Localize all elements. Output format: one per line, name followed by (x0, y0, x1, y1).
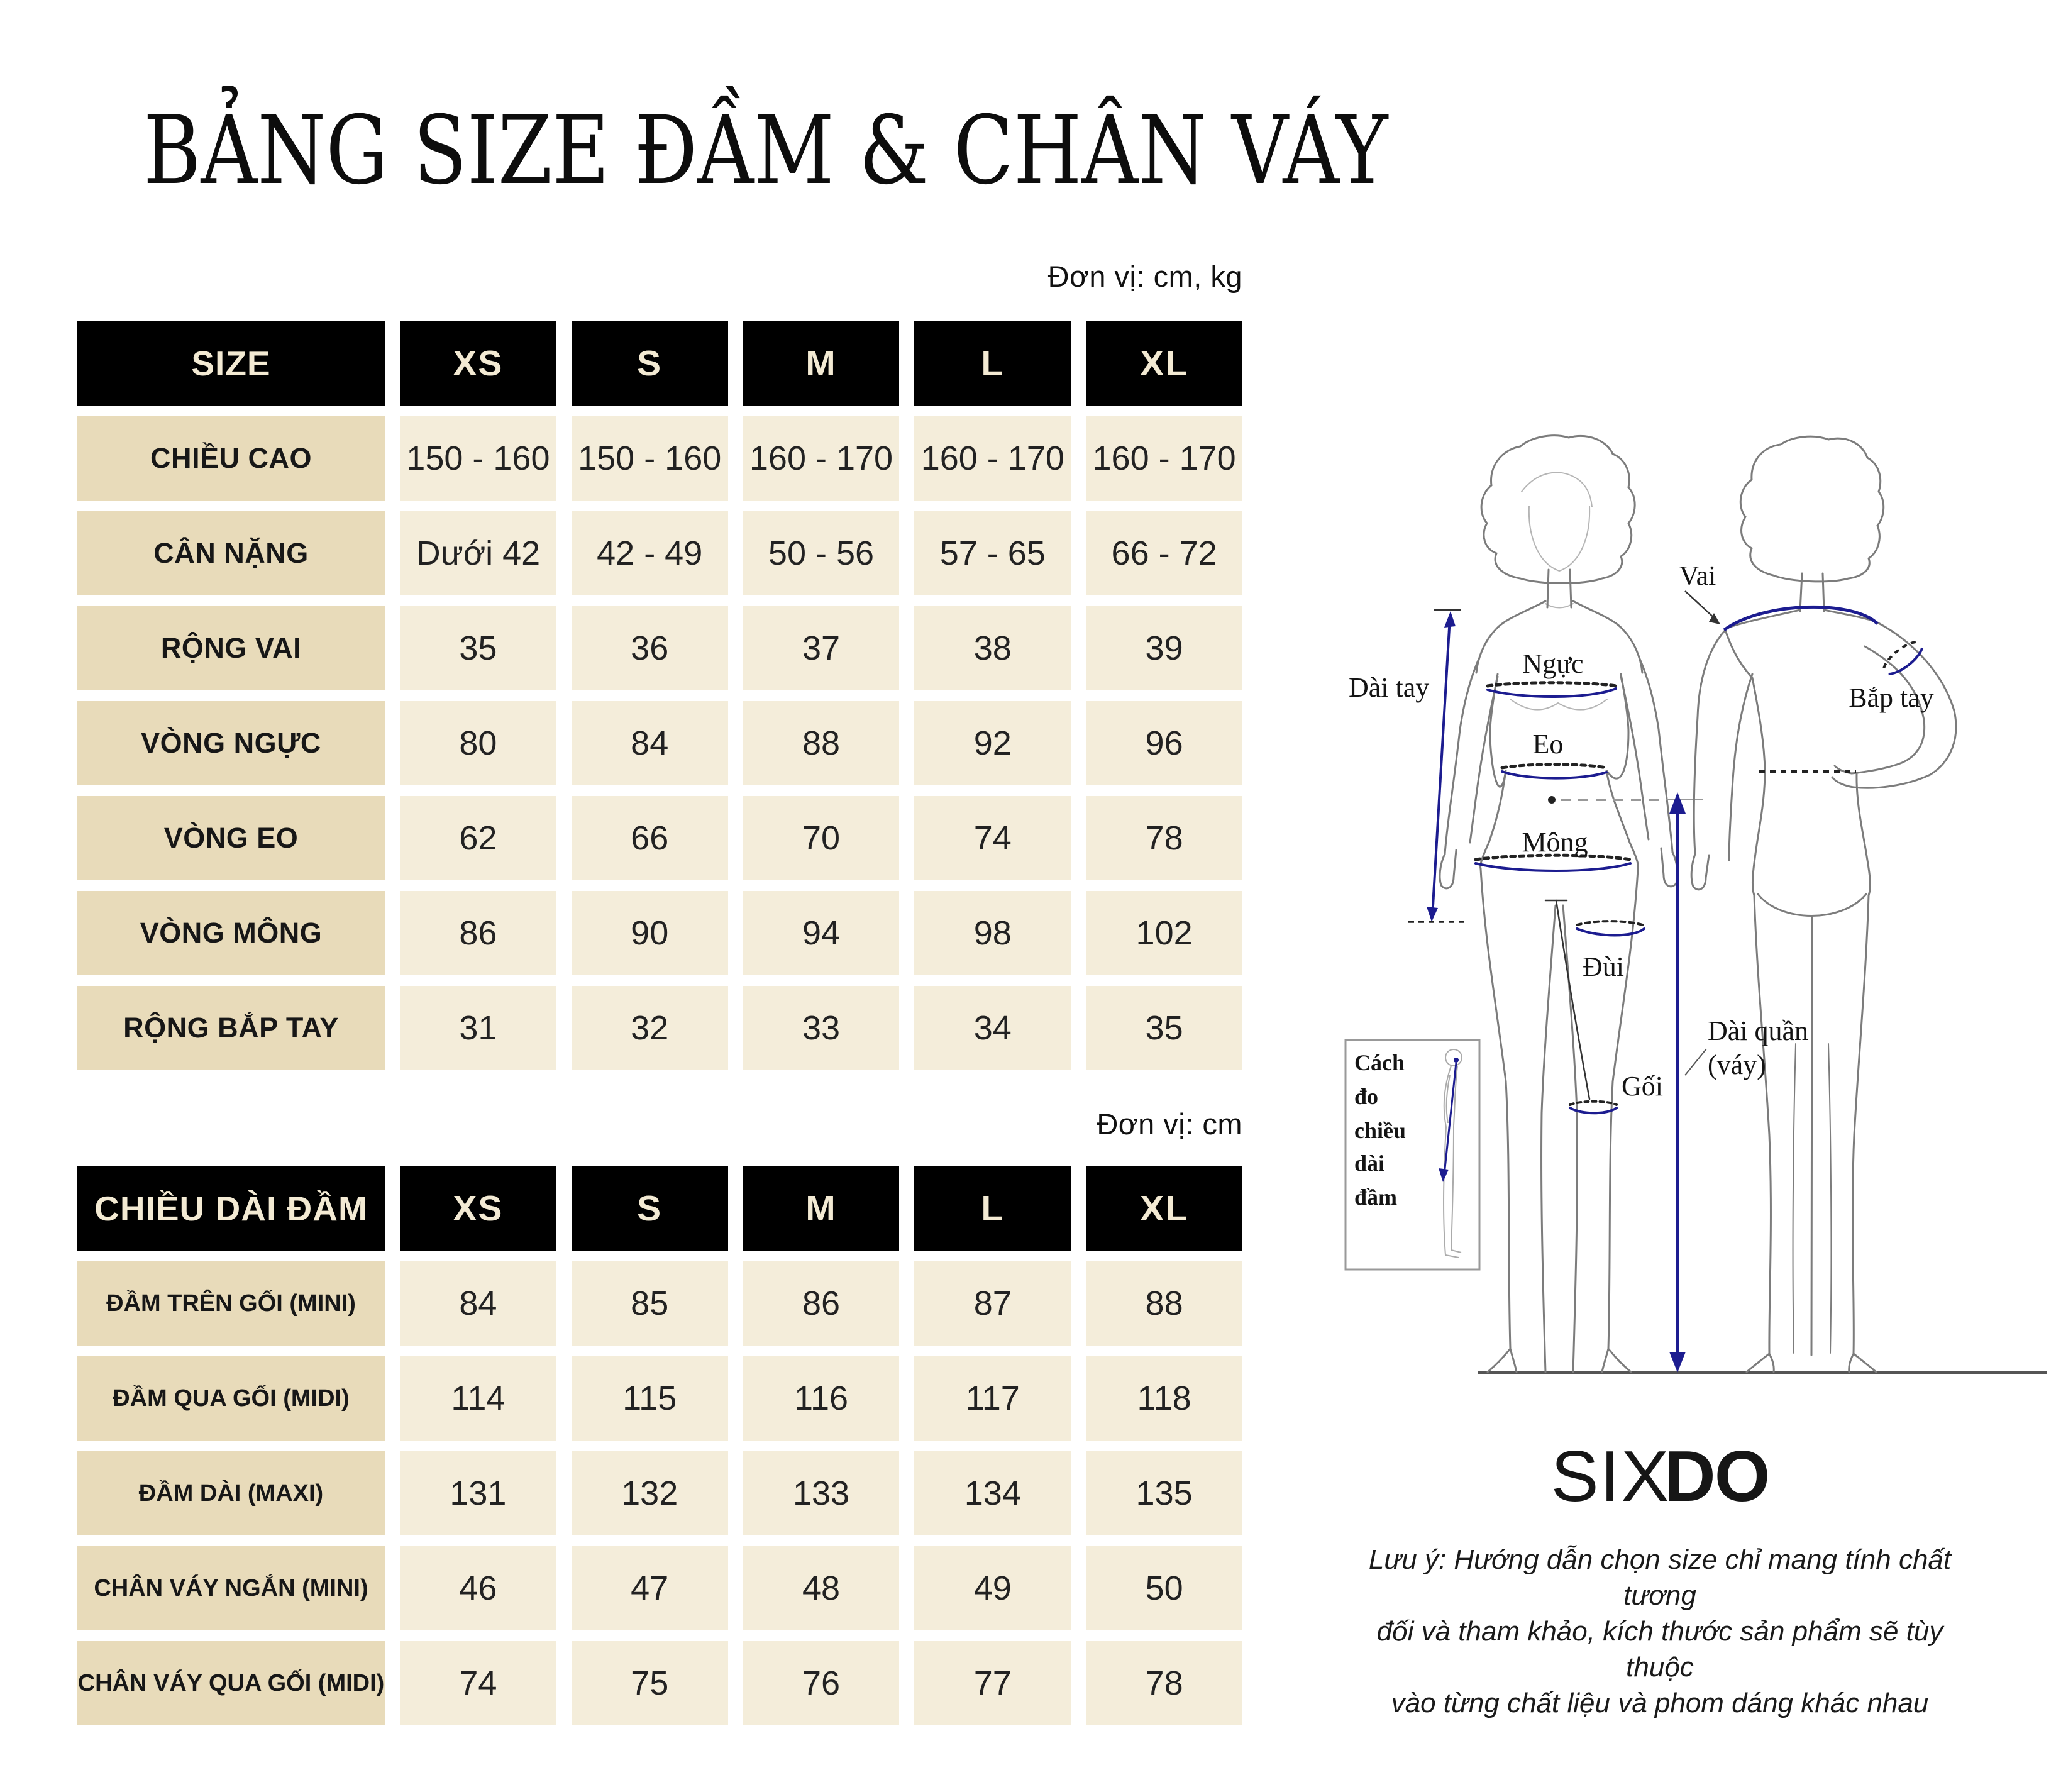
inset-word: dài (1354, 1151, 1385, 1176)
measurement-row-label: ĐẦM TRÊN GỐI (MINI) (77, 1261, 385, 1346)
measurement-value-cell: 116 (743, 1356, 900, 1441)
measurement-value-cell: 84 (400, 1261, 556, 1346)
measurement-value-cell: 46 (400, 1546, 556, 1630)
size-column-header: S (572, 1166, 728, 1251)
measurement-value-cell: 132 (572, 1451, 728, 1535)
table-title-cell: SIZE (77, 321, 385, 406)
body-measurements-table (77, 321, 1242, 1070)
measurement-value-cell: 34 (914, 986, 1071, 1070)
front-right-hand (1661, 848, 1677, 887)
measurement-value-cell: 57 - 65 (914, 511, 1071, 595)
size-column-header: M (743, 321, 900, 406)
thigh-line (1577, 929, 1644, 936)
measurement-value-cell: 31 (400, 986, 556, 1070)
measurement-value-cell: 86 (743, 1261, 900, 1346)
measurement-value-cell: 94 (743, 891, 900, 975)
measurement-row-label: RỘNG BẮP TAY (77, 986, 385, 1070)
sleeve-label: Dài tay (1349, 672, 1430, 703)
measurement-value-cell: 87 (914, 1261, 1071, 1346)
measurement-row-label: RỘNG VAI (77, 606, 385, 690)
front-hair (1481, 436, 1635, 584)
measurement-value-cell: 47 (572, 1546, 728, 1630)
sleeve-length-arrow (1408, 610, 1467, 922)
measurement-value-cell: 74 (914, 796, 1071, 880)
measurement-value-cell: 48 (743, 1546, 900, 1630)
measurement-value-cell: 32 (572, 986, 728, 1070)
unit-note-table2: Đơn vị: cm (1097, 1107, 1242, 1141)
note-line: đối và tham khảo, kích thước sản phẩm sẽ tùy thuộc (1376, 1616, 1943, 1683)
measurement-value-cell: 75 (572, 1641, 728, 1725)
measurement-value-cell: 62 (400, 796, 556, 880)
measurement-value-cell: 38 (914, 606, 1071, 690)
brand-logo (1522, 1437, 1798, 1517)
note-line: vào từng chất liệu và phom dáng khác nhau (1391, 1688, 1929, 1718)
measurement-value-cell: 77 (914, 1641, 1071, 1725)
table-title-cell: CHIỀU DÀI ĐẦM (77, 1166, 385, 1251)
brand-logo-six: SIX (1550, 1437, 1671, 1517)
dress-length-inset (1346, 1040, 1479, 1269)
waist-label: Eo (1532, 729, 1564, 760)
measurement-value-cell: 84 (572, 701, 728, 785)
bust-label: Ngực (1522, 648, 1584, 679)
inset-word: đầm (1354, 1185, 1398, 1210)
size-column-header: XS (400, 321, 556, 406)
size-column-header: L (914, 1166, 1071, 1251)
measurement-value-cell: 117 (914, 1356, 1071, 1441)
garment-length-label-line2: (váy) (1708, 1049, 1766, 1080)
measurement-value-cell: 150 - 160 (400, 416, 556, 501)
measurement-value-cell: 135 (1086, 1451, 1242, 1535)
knee-label: Gối (1622, 1071, 1663, 1102)
inset-word: chiều (1354, 1118, 1407, 1143)
measurement-value-cell: 96 (1086, 701, 1242, 785)
measurement-value-cell: 36 (572, 606, 728, 690)
measurement-value-cell: 33 (743, 986, 900, 1070)
inset-word: Cách (1354, 1050, 1405, 1075)
measurement-row-label: ĐẦM QUA GỐI (MIDI) (77, 1356, 385, 1441)
size-column-header: L (914, 321, 1071, 406)
measurement-row-label: ĐẦM DÀI (MAXI) (77, 1451, 385, 1535)
measurement-value-cell: 49 (914, 1546, 1071, 1630)
measurement-value-cell: 35 (1086, 986, 1242, 1070)
measurement-value-cell: 39 (1086, 606, 1242, 690)
measurement-value-cell: 37 (743, 606, 900, 690)
front-left-hand (1440, 850, 1456, 888)
note-line: Lưu ý: Hướng dẫn chọn size chỉ mang tính chất tương (1368, 1544, 1952, 1611)
measurement-value-cell: 35 (400, 606, 556, 690)
measurement-value-cell: 50 (1086, 1546, 1242, 1630)
measurement-value-cell: 160 - 170 (743, 416, 900, 501)
bicep-label: Bắp tay (1849, 682, 1934, 713)
measurement-value-cell: 80 (400, 701, 556, 785)
inset-word: đo (1354, 1084, 1379, 1109)
measurement-value-cell: 118 (1086, 1356, 1242, 1441)
size-column-header: XS (400, 1166, 556, 1251)
measurement-value-cell: 92 (914, 701, 1071, 785)
measurement-value-cell: 114 (400, 1356, 556, 1441)
measurement-value-cell: 160 - 170 (914, 416, 1071, 501)
measurement-value-cell: 78 (1086, 796, 1242, 880)
measurement-value-cell: 88 (1086, 1261, 1242, 1346)
bust-line (1488, 689, 1616, 697)
shoulder-label: Vai (1679, 560, 1716, 591)
measurement-value-cell: 160 - 170 (1086, 416, 1242, 501)
measurement-diagram (1289, 377, 2056, 1446)
hip-line (1476, 863, 1630, 871)
back-hair (1740, 436, 1883, 582)
measurement-value-cell: 85 (572, 1261, 728, 1346)
size-column-header: XL (1086, 321, 1242, 406)
brand-logo-do: DO (1664, 1437, 1769, 1517)
waist-line (1502, 772, 1606, 778)
unit-note-table1: Đơn vị: cm, kg (1047, 260, 1242, 293)
measurement-value-cell: 133 (743, 1451, 900, 1535)
measurement-row-label: VÒNG MÔNG (77, 891, 385, 975)
measurement-row-label: CHÂN VÁY QUA GỐI (MIDI) (77, 1641, 385, 1725)
page-title: BẢNG SIZE ĐẦM & CHÂN VÁY (143, 96, 1388, 206)
size-column-header: S (572, 321, 728, 406)
back-measure-lines (1685, 591, 1925, 772)
measurement-row-label: VÒNG NGỰC (77, 701, 385, 785)
hip-label: Mông (1522, 827, 1588, 858)
measurement-value-cell: 74 (400, 1641, 556, 1725)
garment-length-label-line1: Dài quần (1708, 1015, 1809, 1046)
measurement-row-label: CHÂN VÁY NGẮN (MINI) (77, 1546, 385, 1630)
back-figure (1691, 436, 1956, 1372)
measurement-value-cell: 66 - 72 (1086, 511, 1242, 595)
measurement-value-cell: 90 (572, 891, 728, 975)
measurement-value-cell: 115 (572, 1356, 728, 1441)
measurement-value-cell: 134 (914, 1451, 1071, 1535)
measurement-value-cell: 86 (400, 891, 556, 975)
measurement-value-cell: 70 (743, 796, 900, 880)
garment-length-table (77, 1166, 1242, 1725)
measurement-value-cell: 66 (572, 796, 728, 880)
measurement-value-cell: 78 (1086, 1641, 1242, 1725)
measurement-value-cell: 150 - 160 (572, 416, 728, 501)
measurement-row-label: CHIỀU CAO (77, 416, 385, 501)
disclaimer-note (1339, 1542, 1981, 1721)
back-left-hand (1691, 854, 1709, 890)
measurement-value-cell: 76 (743, 1641, 900, 1725)
thigh-label: Đùi (1583, 951, 1624, 982)
size-column-header: XL (1086, 1166, 1242, 1251)
measurement-row-label: VÒNG EO (77, 796, 385, 880)
measurement-value-cell: 42 - 49 (572, 511, 728, 595)
size-column-header: M (743, 1166, 900, 1251)
measurement-value-cell: 88 (743, 701, 900, 785)
measurement-value-cell: 98 (914, 891, 1071, 975)
measurement-value-cell: 102 (1086, 891, 1242, 975)
measurement-row-label: CÂN NẶNG (77, 511, 385, 595)
measurement-value-cell: Dưới 42 (400, 511, 556, 595)
back-hand-fingers (1832, 766, 1854, 787)
measurement-value-cell: 50 - 56 (743, 511, 900, 595)
measurement-value-cell: 131 (400, 1451, 556, 1535)
